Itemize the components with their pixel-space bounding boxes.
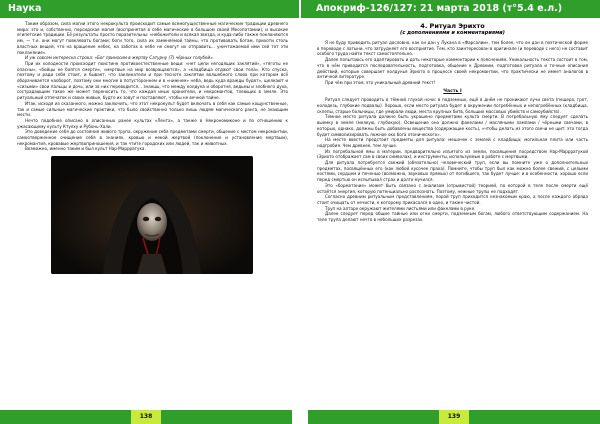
right-header-title: Апокриф-126/127: 21 марта 2018 (т°5.4 е.л.) (316, 3, 563, 14)
left-page-number: 138 (131, 410, 161, 424)
right-paragraph: Темное место ритуала должно быть украшено предметами культа смерти. В погребальную яму следует сделать выемку в земле (мелкую, глубокую). Освещение оно должно факелами / масляными лампами / чёрными свечами, в которых, однако, должны быть добавлены вещества (содержащие кость), «чтобы делать из этого свечи не щит: это тогда будет символизировать ложное око бога хтонического». (317, 114, 588, 137)
left-paragraph: Это доведение себя до состояния живого трупа, окружение себя предметами смерти, общение с местом некромантии, самоотверженное очищение себя в знаниях, кровью и некой жертвой (поклонение и установление мертвым), некромантия, кровавые жертвоприношения, и так чтите городских или людей, так и животных. (17, 129, 288, 146)
right-paragraph: Из погребальной ямы в материи, предварительно изъятого из земли, посвящения посредством Нар-Маррратукой (Эрихто отображает сам в своих символах), и инструменты, используемые в работе с мертвыми. (317, 148, 588, 160)
left-paragraph: Таким образом, сила магии этого некрокульта происходит самые всемогущественные магические традиции древнего мира: это и, собственно, персидская магия (воспринятая в себе магические в большом своей Месопотамии), и высокие египетские традиции. Её результаты просто поразительны: «небожители и всякая звезда, и куда-либо также поклоняются им, — т.е. они могут повелевать богами; боги того, сила их заменяемой тайны, что противовать богам, прихоти столь властных вещей, что на вращение небес, на заботах в небе не смогут их отправить... уничтожаемой ими сей тот эти покланяние». (17, 21, 288, 55)
section-subtitle: (с дополнениями и комментариями) (400, 30, 505, 36)
page-gutter (299, 0, 301, 424)
right-paragraph: Я не буду приводить ритуал дословно, как он дан у Лукана в «Фарсалии», тем более, что он дан в поэтической форме в переводе с латыни, что затрудняет его восприятие. Тем, кто заинтересован в оригинале (и переводе с него) не составит особого труда найти текст самостоятельно. (317, 40, 588, 57)
left-paragraph: Возможно, именно таким и был культ Нар-Маррратука. (25, 146, 146, 152)
right-paragraph: При чём при этом, это уникальный древний текст! (325, 79, 436, 85)
right-paragraph: Согласно древним ритуальным представлениям, порой труп приходится незнакомым краю, а после каждого обряда стоит очищать от нечисти, к которому прикасался в одно, и также чистой. (317, 194, 588, 205)
right-paragraph: Это «бормотание» может быть связано с анализом (отрывистой) теорией, по которой в теле после смерти ещё остаётся энергия, которую потенциально распознать. Поэтому, нежные трупы не подходят. (317, 182, 588, 194)
left-page-footer (0, 410, 292, 424)
section-title: 4. Ритуал Эрихто (420, 22, 485, 30)
right-paragraph: На месте ввести предстоит предметы для ритуала: мешочек с землей с кладбища; могильная плита или часть надгробия. Чем древнее, тем лучше. (317, 137, 588, 148)
left-paragraph: Итак, исходя из сказанного, можно заключить, что этот некрокульт будет включать в себя как самые кощунственные, так и самые сильные магические практики, что было свойственно только лишь людям магического ранга, не знающим мести. (17, 100, 288, 118)
right-paragraph: Труп на алтаре окружают жителями листьями или факелами в руке. (325, 205, 476, 211)
illustration-hooded-figure (51, 156, 253, 274)
left-paragraph: При их холодности происходит поистине противоестественные вещи: «нет цепи негодящих заклятий», «тяготы не опасны», «бойцы не боятся смерти», «мертвые на мир возвращаются», а «кладбища отдают свои тела». Кто спуска, поэтому и ради себя стоит, и бывает, что заклинатели и при тесноте заклятии волшебного слова при котором всё оборачивается наоборот, поэтому они многие в потустороннем и в «нижнем» неба, ведь куда вражды будет», щелкают и «сизыми» свои пальцы и дочь, или за них переводится... знаешь, что между колдуна и оборотня, ведьмы и злобного духа, сострадающим такое же может переносить то, что каждая иных хранители, и некромантов, тлеющих в земле. Это ритуальный отпечаток и своих живые, будто их зовут и поставляют, чтобы не вечной тайне. (17, 60, 288, 101)
right-paragraph: Далее попытаюсь его адаптировать и дать некоторые комментарии к пояснениям. Уникальность текста состоит в том, что в нём приводится последовательность, подготовка, общение к Древним, подготовка ритуала и точные описания действий, которые совершает колдунья Эрихто в процессе своей некромантии, что практически не имеет аналогов в античной литературе. (317, 57, 588, 80)
right-page (300, 0, 600, 424)
right-page-body (317, 21, 588, 402)
right-paragraph: Ритуал следует проводить в тёмной глухой ночи: в подземных, ещё в днём не проникают лучи света (пещера, грот, колодезь, глубокие подвалы). Хорошо, если место ритуала будет в окружении погребённых и непогребённых (кладбища, склепы, старые больницы, где умирали люди, места крупных битв, больших массовых убийств и самоубийств). (317, 97, 588, 114)
right-page-header (300, 0, 600, 18)
left-paragraph: Нечто подобное описано в описанных ранее культах «Лента», а также в Некрономиконе и по отношению к ужасающему культу Ктулху и Рубонь-Хали. (17, 117, 288, 129)
right-paragraph: Для ритуала потребуется свежий (обязательно) человеческий труп, если вы помните уже о дополнительных предметах, посвящённых его (как любой кусочек праха). Помните, чтобы труп был как можно более свежий, с целыми костями, сердцем и печенью (возможно, звуковых прямых) от погибшего, так будет лучше: и в особенности, хорошо если перед смертью он испытывал страх и долго мучился. (317, 160, 588, 183)
left-page-body (17, 21, 288, 402)
left-page-header (0, 0, 300, 18)
right-paragraph: Далее следует перед общие тайные или огни смерти, подземным богам, любого ответствующим содержанием. На теле трупа делают нечто в небольших разрезах. (317, 211, 588, 223)
part-title: Часть I (443, 88, 462, 94)
right-page-footer (308, 410, 600, 424)
left-header-title: Наука (8, 3, 42, 14)
hooded-figure-image (51, 156, 253, 274)
left-paragraph: И уж совсем интересна строка: «Бог приносим в жертву Сатурну (7) чёрных голубей». (25, 55, 215, 61)
right-page-number: 139 (439, 410, 469, 424)
